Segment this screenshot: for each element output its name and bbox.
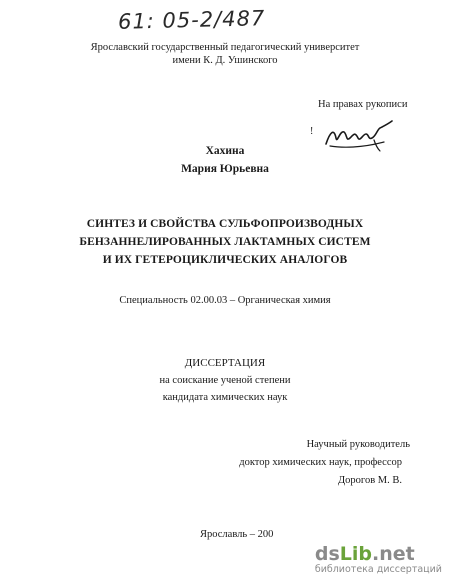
- advisor-credentials: доктор химических наук, профессор: [239, 457, 402, 468]
- advisor-name: Дорогов М. В.: [337, 475, 402, 486]
- archive-stamp-number: 61: 05-2/487: [117, 6, 266, 34]
- dissertation-title-line: И ИХ ГЕТЕРОЦИКЛИЧЕСКИХ АНАЛОГОВ: [102, 254, 348, 266]
- logo-part: .net: [372, 543, 415, 565]
- margin-mark: !: [310, 126, 314, 137]
- author-given-name: Мария Юрьевна: [181, 163, 269, 175]
- manuscript-rights-note: На правах рукописи: [318, 99, 408, 110]
- city-year: Ярославль – 200: [200, 529, 274, 540]
- dslib-subtitle: библиотека диссертаций: [314, 564, 442, 575]
- logo-part: ds: [314, 543, 340, 565]
- specialty-line: Специальность 02.00.03 – Органическая химия: [119, 295, 331, 306]
- degree-name: кандидата химических наук: [162, 392, 288, 403]
- dslib-logo: [315, 544, 442, 564]
- advisor-role: Научный руководитель: [306, 439, 410, 450]
- university-name: Ярославский государственный педагогический университет: [90, 42, 360, 53]
- degree-purpose: на соискание ученой степени: [159, 375, 291, 386]
- dslib-watermark: [315, 544, 442, 575]
- university-dedication: имени К. Д. Ушинского: [172, 55, 278, 66]
- author-surname: Хахина: [205, 145, 245, 157]
- document-type: ДИССЕРТАЦИЯ: [184, 357, 266, 369]
- dissertation-title-line: СИНТЕЗ И СВОЙСТВА СУЛЬФОПРОИЗВОДНЫХ: [86, 218, 364, 230]
- logo-part: Lib: [339, 543, 372, 565]
- dissertation-title-line: БЕНЗАННЕЛИРОВАННЫХ ЛАКТАМНЫХ СИСТЕМ: [79, 236, 371, 248]
